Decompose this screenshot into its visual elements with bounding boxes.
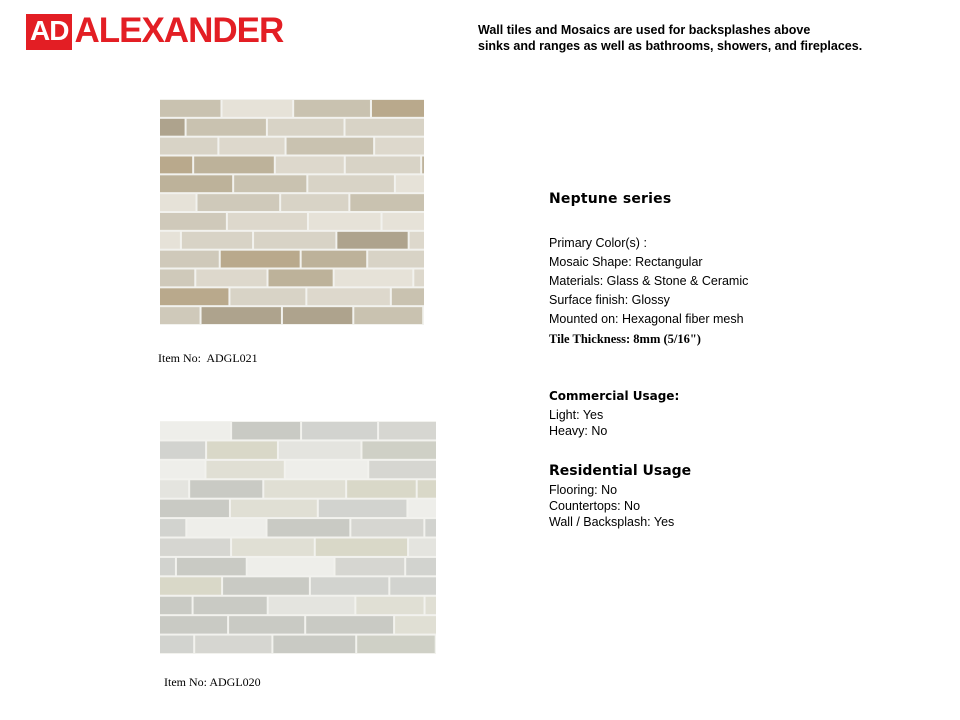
mosaic-tile bbox=[418, 480, 436, 497]
mosaic-tile bbox=[356, 597, 423, 614]
mosaic-tile bbox=[160, 558, 175, 575]
mosaic-image-adgl020 bbox=[160, 421, 436, 654]
spec-materials: Materials: Glass & Stone & Ceramic bbox=[549, 274, 749, 288]
mosaic-tile bbox=[160, 157, 192, 174]
intro-text bbox=[478, 22, 918, 54]
mosaic-tile bbox=[302, 422, 377, 439]
mosaic-tile bbox=[160, 307, 200, 324]
mosaic-tile bbox=[160, 480, 188, 497]
mosaic-tile bbox=[160, 194, 196, 211]
mosaic-tile bbox=[372, 100, 424, 117]
mosaic-tile bbox=[308, 175, 394, 192]
mosaic-tile bbox=[346, 157, 420, 174]
mosaic-tile bbox=[409, 539, 436, 556]
mosaic-tile bbox=[160, 232, 180, 249]
spec-finish: Surface finish: Glossy bbox=[549, 293, 670, 307]
mosaic-tile bbox=[311, 577, 388, 594]
logo-prefix: AD bbox=[26, 14, 72, 50]
mosaic-tile bbox=[283, 307, 352, 324]
mosaic-tile bbox=[346, 119, 424, 136]
mosaic-tile bbox=[426, 597, 436, 614]
mosaic-tile bbox=[268, 519, 350, 536]
mosaic-tile bbox=[160, 175, 232, 192]
residential-countertops: Countertops: No bbox=[549, 499, 641, 513]
mosaic-tile bbox=[232, 422, 300, 439]
residential-wall: Wall / Backsplash: Yes bbox=[549, 515, 675, 529]
mosaic-tiles bbox=[160, 99, 424, 325]
mosaic-tile bbox=[177, 558, 246, 575]
mosaic-tile bbox=[408, 500, 436, 517]
mosaic-tile bbox=[306, 616, 393, 633]
mosaic-tile bbox=[307, 288, 389, 305]
mosaic-tile bbox=[222, 100, 292, 117]
mosaic-tile bbox=[395, 616, 436, 633]
mosaic-tile bbox=[414, 270, 424, 287]
mosaic-tile bbox=[160, 597, 192, 614]
item-number-adgl020: Item No: ADGL020 bbox=[164, 675, 261, 689]
mosaic-tile bbox=[337, 232, 407, 249]
commercial-heavy: Heavy: No bbox=[549, 424, 608, 438]
mosaic-tile bbox=[230, 288, 305, 305]
mosaic-tile bbox=[160, 636, 193, 653]
mosaic-tile bbox=[196, 270, 266, 287]
mosaic-tile bbox=[187, 519, 265, 536]
mosaic-tile bbox=[354, 307, 422, 324]
mosaic-tile bbox=[319, 500, 407, 517]
mosaic-tile bbox=[229, 616, 304, 633]
mosaic-tile bbox=[379, 422, 436, 439]
mosaic-tile bbox=[316, 539, 407, 556]
series-title: Neptune series bbox=[549, 191, 672, 207]
mosaic-tile bbox=[160, 213, 226, 230]
mosaic-tile bbox=[375, 138, 424, 155]
mosaic-tile bbox=[160, 288, 228, 305]
mosaic-tile bbox=[273, 636, 355, 653]
mosaic-tile bbox=[160, 616, 227, 633]
commercial-light: Light: Yes bbox=[549, 408, 604, 422]
commercial-usage-title: Commercial Usage: bbox=[549, 389, 680, 403]
mosaic-tile bbox=[425, 519, 436, 536]
mosaic-tile bbox=[221, 251, 300, 268]
mosaic-tile bbox=[232, 539, 314, 556]
residential-flooring: Flooring: No bbox=[549, 483, 618, 497]
logo-name: ALEXANDER bbox=[74, 11, 284, 50]
mosaic-tile bbox=[309, 213, 381, 230]
mosaic-tile bbox=[160, 441, 205, 458]
mosaic-tile bbox=[268, 119, 344, 136]
mosaic-tile bbox=[335, 558, 404, 575]
mosaic-tile bbox=[390, 577, 436, 594]
mosaic-tile bbox=[287, 138, 374, 155]
mosaic-tile bbox=[228, 213, 307, 230]
mosaic-tile bbox=[286, 461, 367, 478]
mosaic-tile bbox=[369, 461, 436, 478]
mosaic-tile bbox=[234, 175, 306, 192]
mosaic-tile bbox=[231, 500, 317, 517]
mosaic-tile bbox=[254, 232, 335, 249]
mosaic-tile bbox=[351, 519, 423, 536]
residential-usage-title: Residential Usage bbox=[549, 463, 692, 479]
mosaic-tile bbox=[160, 138, 217, 155]
mosaic-tile bbox=[160, 119, 185, 136]
intro-line-1: Wall tiles and Mosaics are used for backsplashes above bbox=[478, 23, 811, 37]
mosaic-tile bbox=[335, 270, 413, 287]
mosaic-tile bbox=[350, 194, 424, 211]
mosaic-tile bbox=[264, 480, 345, 497]
mosaic-tile bbox=[202, 307, 281, 324]
mosaic-tile bbox=[195, 636, 271, 653]
mosaic-tile bbox=[160, 519, 185, 536]
mosaic-tile bbox=[160, 270, 194, 287]
mosaic-tile bbox=[362, 441, 436, 458]
mosaic-tile bbox=[207, 441, 277, 458]
mosaic-tile bbox=[368, 251, 424, 268]
mosaic-tile bbox=[219, 138, 284, 155]
mosaic-tile bbox=[269, 597, 355, 614]
mosaic-tile bbox=[160, 251, 219, 268]
mosaic-tile bbox=[160, 100, 220, 117]
mosaic-tile bbox=[223, 577, 309, 594]
mosaic-tile bbox=[160, 500, 229, 517]
mosaic-tile bbox=[281, 194, 348, 211]
mosaic-tiles bbox=[160, 421, 436, 654]
mosaic-tile bbox=[194, 597, 267, 614]
spec-primary-color: Primary Color(s) : bbox=[549, 236, 647, 250]
mosaic-tile bbox=[187, 119, 266, 136]
mosaic-tile bbox=[160, 461, 204, 478]
item-number-adgl021: Item No: ADGL021 bbox=[158, 351, 258, 365]
brand-logo bbox=[26, 11, 284, 50]
mosaic-tile bbox=[160, 422, 230, 439]
mosaic-tile bbox=[383, 213, 424, 230]
mosaic-tile bbox=[206, 461, 283, 478]
mosaic-tile bbox=[294, 100, 370, 117]
mosaic-tile bbox=[190, 480, 262, 497]
mosaic-tile bbox=[422, 157, 424, 174]
mosaic-tile bbox=[182, 232, 252, 249]
mosaic-image-adgl021 bbox=[160, 99, 424, 325]
mosaic-tile bbox=[347, 480, 416, 497]
intro-line-2: sinks and ranges as well as bathrooms, showers, and fireplaces. bbox=[478, 39, 863, 53]
mosaic-tile bbox=[406, 558, 436, 575]
mosaic-tile bbox=[160, 539, 230, 556]
mosaic-tile bbox=[160, 577, 221, 594]
mosaic-tile bbox=[198, 194, 280, 211]
mosaic-tile bbox=[392, 288, 424, 305]
spec-shape: Mosaic Shape: Rectangular bbox=[549, 255, 703, 269]
mosaic-tile bbox=[194, 157, 274, 174]
mosaic-tile bbox=[302, 251, 367, 268]
mosaic-tile bbox=[357, 636, 435, 653]
spec-thickness: Tile Thickness: 8mm (5/16") bbox=[549, 332, 701, 346]
mosaic-tile bbox=[248, 558, 334, 575]
mosaic-tile bbox=[268, 270, 332, 287]
spec-mounted: Mounted on: Hexagonal fiber mesh bbox=[549, 312, 744, 326]
mosaic-tile bbox=[410, 232, 424, 249]
mosaic-tile bbox=[396, 175, 424, 192]
mosaic-tile bbox=[276, 157, 344, 174]
mosaic-tile bbox=[279, 441, 361, 458]
